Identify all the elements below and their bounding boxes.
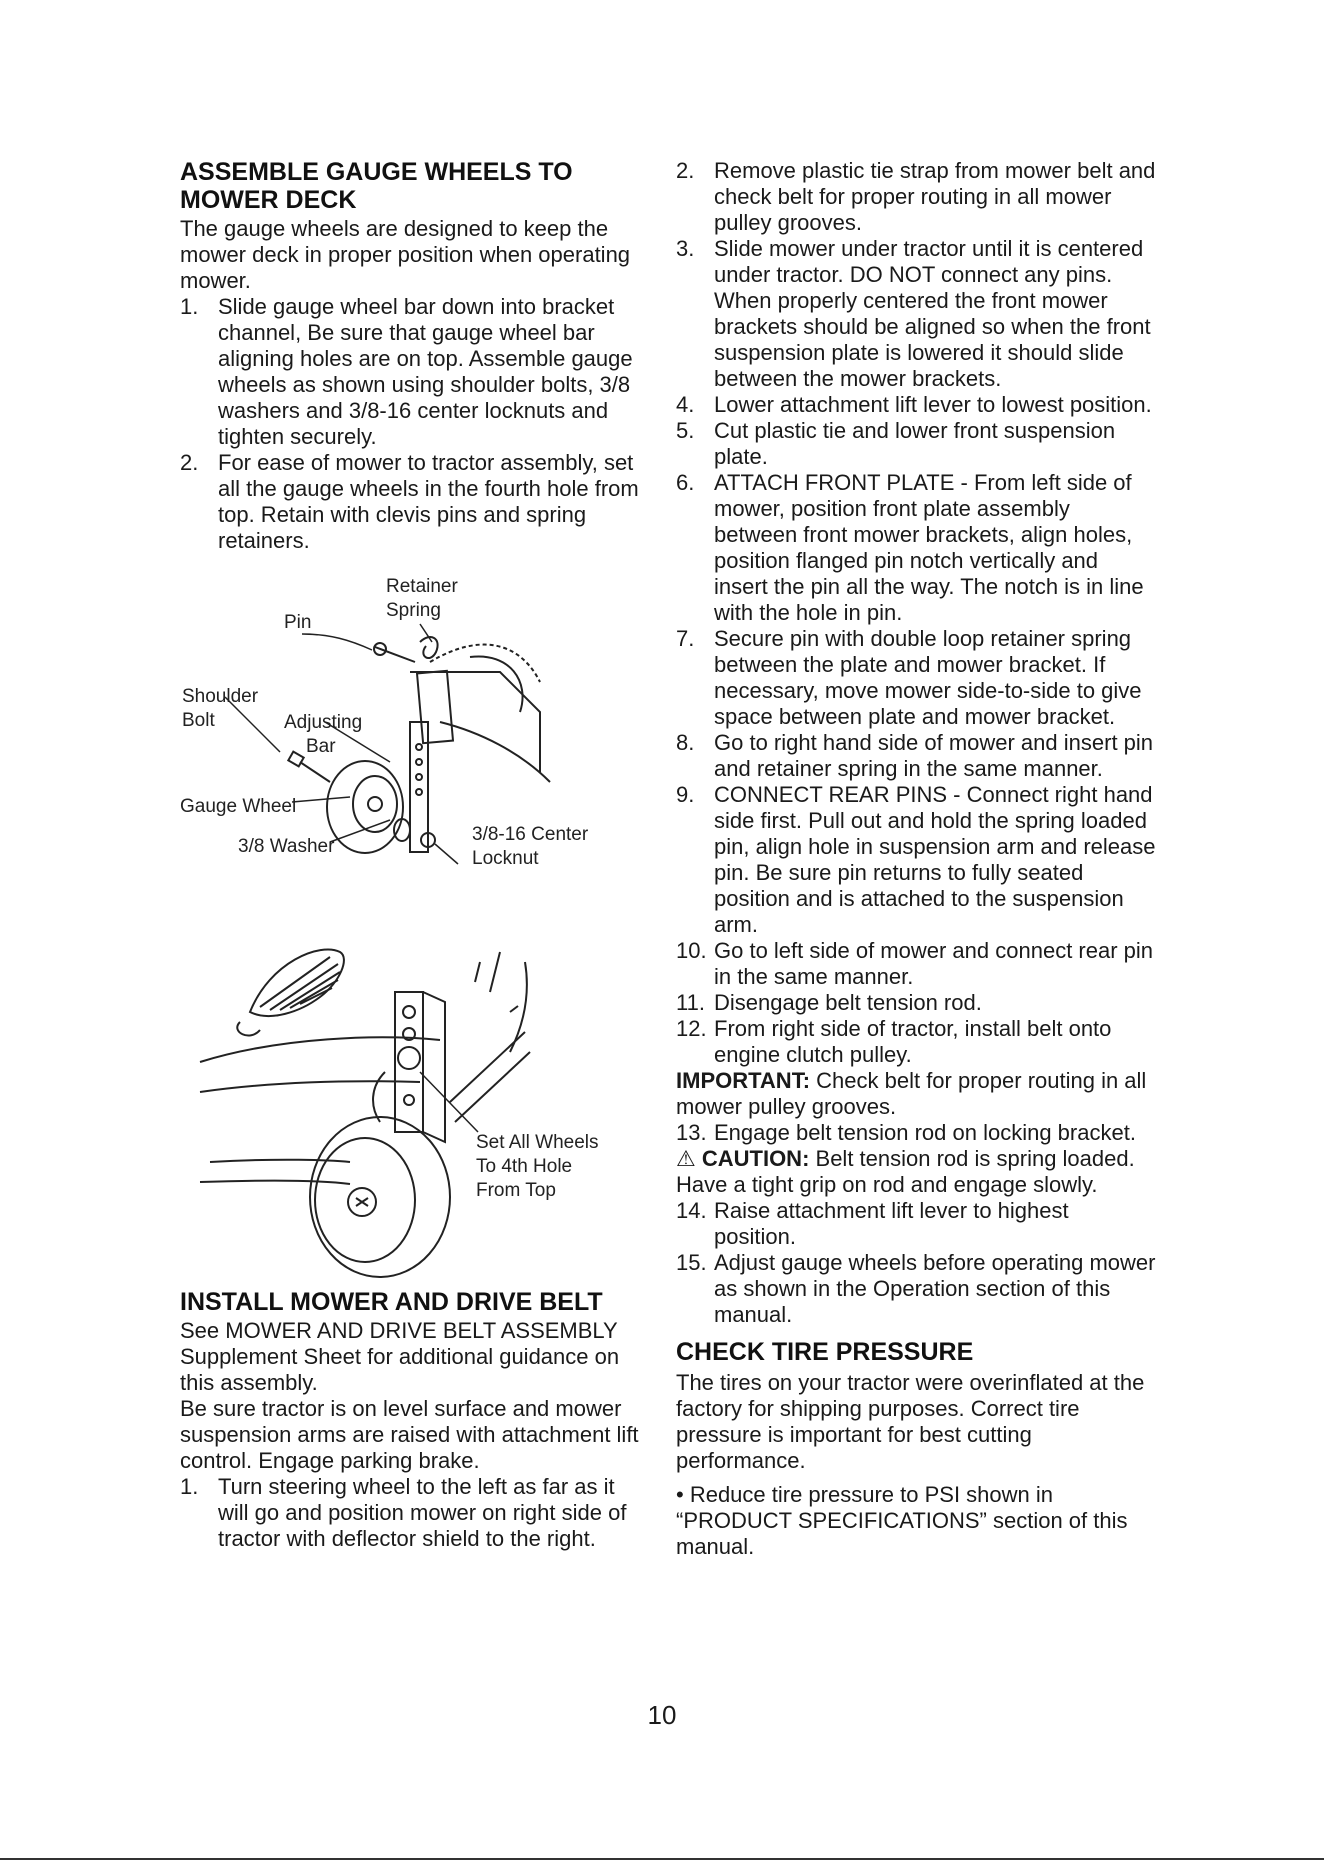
caution-note: ⚠ CAUTION: Belt tension rod is spring loaded. Have a tight grip on rod and engage slowly. bbox=[676, 1146, 1135, 1197]
mower-belt-para-2: Be sure tractor is on level surface and mower suspension arms are raised with attachment lift control. Engage parking brake. bbox=[180, 1396, 639, 1473]
tire-pressure-bullet: • Reduce tire pressure to PSI shown in “PRODUCT SPECIFICATIONS” section of this manual. bbox=[676, 1482, 1128, 1559]
mower-belt-para-1: See MOWER AND DRIVE BELT ASSEMBLY Supplement Sheet for additional guidance on this assembly. bbox=[180, 1318, 620, 1395]
list-item: 10. Go to left side of mower and connect rear pin in the same manner. bbox=[676, 938, 1154, 989]
label-to-4th-hole: To 4th Hole bbox=[476, 1156, 573, 1177]
label-bolt: Bolt bbox=[182, 710, 215, 731]
label-washer: 3/8 Washer bbox=[238, 836, 335, 857]
section-heading-mower-belt: INSTALL MOWER AND DRIVE BELT bbox=[180, 1288, 603, 1316]
label-spring: Spring bbox=[386, 600, 441, 621]
gauge-wheel-assembly-drawing bbox=[180, 572, 650, 922]
page-bottom-rule bbox=[0, 1858, 1324, 1860]
label-locknut: Locknut bbox=[472, 848, 539, 869]
belt-steps-continued bbox=[676, 158, 1156, 1068]
label-center: 3/8-16 Center bbox=[472, 824, 589, 845]
label-retainer: Retainer bbox=[386, 576, 458, 597]
label-set-all-wheels: Set All Wheels bbox=[476, 1132, 599, 1153]
label-from-top: From Top bbox=[476, 1180, 556, 1201]
list-item: 11. Disengage belt tension rod. bbox=[676, 990, 982, 1015]
label-gauge-wheel: Gauge Wheel bbox=[180, 796, 297, 817]
list-item: 2. For ease of mower to tractor assembly, set all the gauge wheels in the fourth hole from top. Retain with clevis pins and spring retainers. bbox=[180, 450, 639, 553]
important-note: IMPORTANT: Check belt for proper routing in all mower pulley grooves. bbox=[676, 1068, 1147, 1119]
warning-triangle-icon: ⚠ bbox=[676, 1146, 696, 1171]
section-heading-gauge-wheels: ASSEMBLE GAUGE WHEELS TO MOWER DECK bbox=[180, 158, 573, 214]
list-item: 7. Secure pin with double loop retainer spring between the plate and mower bracket. If necessary, move mower side-to-side to give space between plate and mower bracket. bbox=[676, 626, 1142, 729]
mower-belt-steps bbox=[180, 1474, 650, 1552]
list-item: 3. Slide mower under tractor until it is centered under tractor. DO NOT connect any pins. When properly centered the front mower brackets should be aligned so when the front suspension plate is lowered it should slide between the mower brackets. bbox=[676, 236, 1151, 391]
list-item: 2. Remove plastic tie strap from mower belt and check belt for proper routing in all mower pulley grooves. bbox=[676, 158, 1156, 235]
list-item: 4. Lower attachment lift lever to lowest position. bbox=[676, 392, 1152, 417]
list-item: 6. ATTACH FRONT PLATE - From left side of mower, position front plate assembly between front mower brackets, align holes, position flanged pin notch vertically and insert the pin all the way. The notch is in line with the hole in pin. bbox=[676, 470, 1144, 625]
list-item: 15. Adjust gauge wheels before operating mower as shown in the Operation section of this manual. bbox=[676, 1250, 1156, 1327]
tire-pressure-para: The tires on your tractor were overinflated at the factory for shipping purposes. Correct tire pressure is important for best cutting performance. bbox=[676, 1370, 1145, 1473]
section-heading-tire-pressure: CHECK TIRE PRESSURE bbox=[676, 1338, 974, 1366]
right-column bbox=[676, 158, 1156, 1560]
gauge-wheels-intro: The gauge wheels are designed to keep the mower deck in proper position when operating mower. bbox=[180, 216, 631, 293]
list-item: 9. CONNECT REAR PINS - Connect right hand side first. Pull out and hold the spring loaded pin, align hole in suspension arm and release pin. Be sure pin returns to fully seated position and is attached to the suspension arm. bbox=[676, 782, 1156, 937]
gauge-wheel-assembly-figure bbox=[180, 572, 650, 922]
list-item: 5. Cut plastic tie and lower front suspension plate. bbox=[676, 418, 1116, 469]
gauge-wheel-hole-figure bbox=[180, 922, 650, 1282]
label-shoulder: Shoulder bbox=[182, 686, 259, 707]
list-item: 13. Engage belt tension rod on locking bracket. bbox=[676, 1120, 1136, 1145]
list-item: 12. From right side of tractor, install belt onto engine clutch pulley. bbox=[676, 1016, 1112, 1067]
label-adjusting: Adjusting bbox=[284, 712, 363, 733]
left-column bbox=[180, 158, 650, 1552]
label-pin: Pin bbox=[284, 612, 312, 633]
page-number: 10 bbox=[647, 1700, 677, 1730]
belt-steps-13 bbox=[676, 1120, 1156, 1146]
label-bar: Bar bbox=[306, 736, 336, 757]
list-item: 1. Slide gauge wheel bar down into bracket channel, Be sure that gauge wheel bar aligning holes are on top. Assemble gauge wheels as shown using shoulder bolts, 3/8 washers and 3/8-16 center locknuts and tighten securely. bbox=[180, 294, 633, 449]
list-item: 8. Go to right hand side of mower and insert pin and retainer spring in the same manner. bbox=[676, 730, 1154, 781]
list-item: 14. Raise attachment lift lever to highest position. bbox=[676, 1198, 1069, 1249]
belt-steps-14-15 bbox=[676, 1198, 1156, 1328]
gauge-wheels-steps bbox=[180, 294, 650, 554]
gauge-wheel-hole-drawing bbox=[180, 922, 650, 1282]
list-item: 1. Turn steering wheel to the left as far as it will go and position mower on right side of tractor with deflector shield to the right. bbox=[180, 1474, 627, 1551]
